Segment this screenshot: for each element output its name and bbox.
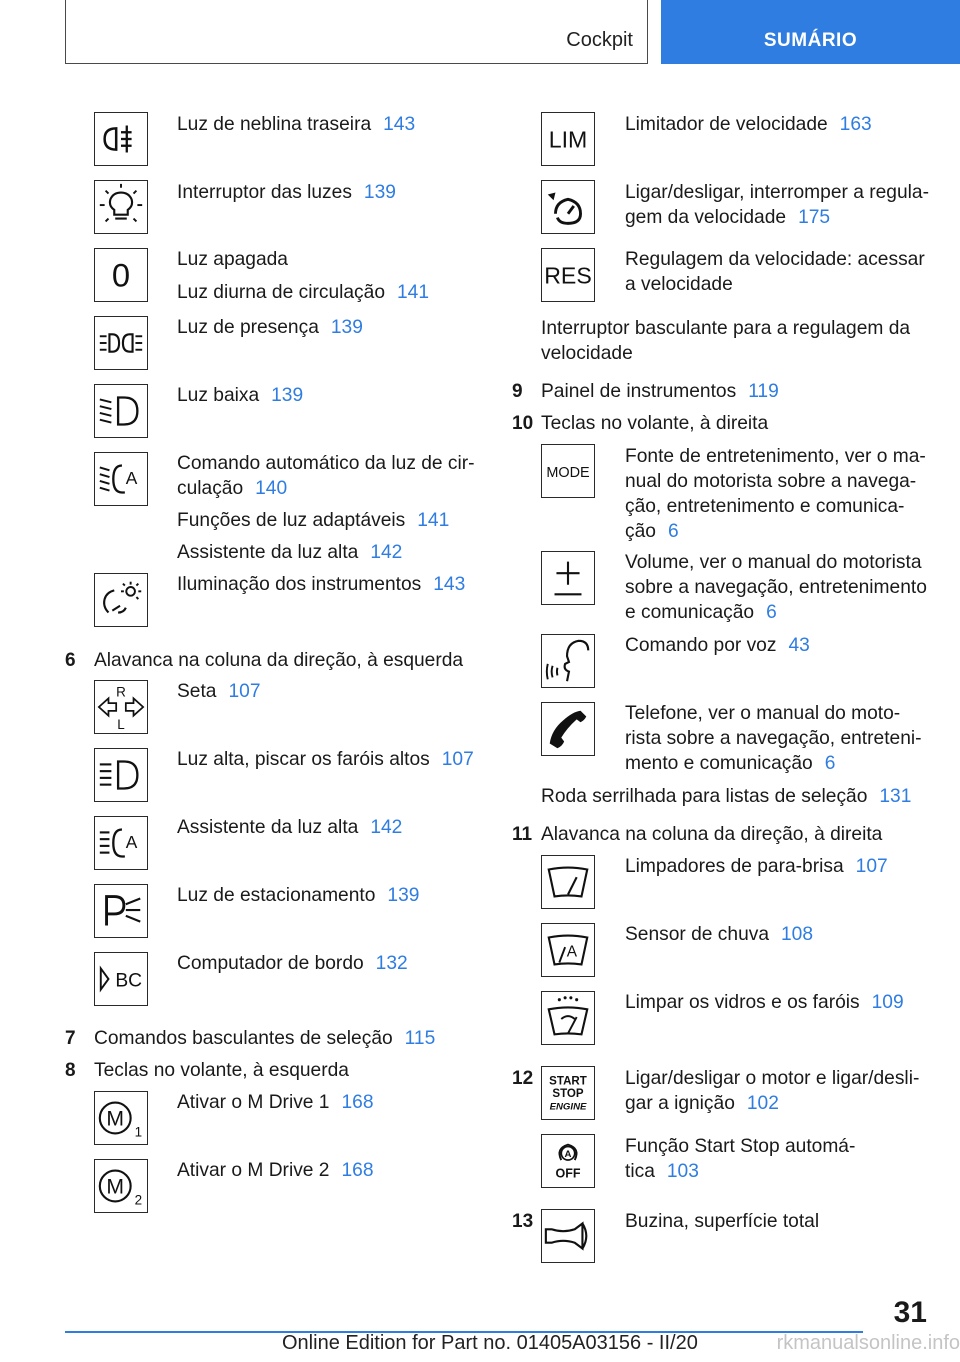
- svg-text:A: A: [125, 467, 138, 488]
- parking-light-p-icon: [94, 884, 148, 938]
- list-item: Limpadores de para-brisa 107: [625, 856, 888, 877]
- svg-text:MODE: MODE: [546, 464, 590, 481]
- item-number: 13: [512, 1211, 534, 1232]
- on-board-computer-icon: [94, 952, 148, 1006]
- list-item: Ativar o M Drive 2 168: [177, 1160, 374, 1181]
- svg-text:R: R: [116, 684, 126, 700]
- page-link[interactable]: 43: [788, 635, 810, 656]
- list-item: Luz baixa 139: [177, 385, 304, 406]
- page-link[interactable]: 139: [271, 385, 304, 406]
- washer-icon: [541, 991, 595, 1045]
- zero-glyph: 0: [111, 256, 131, 294]
- page-link[interactable]: 6: [667, 521, 679, 542]
- m-drive-1-icon: [94, 1091, 148, 1145]
- list-item: Regulagem da velocidade: acessar a velocidade: [625, 249, 925, 295]
- light-switch-icon: [94, 180, 148, 234]
- list-item: Luz de presença 139: [177, 317, 363, 338]
- item-heading: Painel de instrumentos 119: [541, 381, 779, 402]
- edition-text: Online Edition for Part no. 01405A03156 - II/20: [282, 1332, 698, 1354]
- item-heading: Teclas no volante, à direita: [541, 413, 769, 434]
- page-link[interactable]: 6: [766, 602, 777, 623]
- svg-text:ENGINE: ENGINE: [549, 1101, 587, 1113]
- list-item: Telefone, ver o manual do moto- rista sobre a navegação, entreteni- mento e comunicação 6: [625, 703, 922, 774]
- section-title: Cockpit: [566, 29, 633, 51]
- svg-text:A: A: [125, 831, 138, 852]
- list-item: Assistente da luz alta 142: [177, 817, 403, 838]
- phone-icon: [541, 702, 595, 756]
- lights-off-icon: [94, 248, 148, 302]
- list-item: Interruptor das luzes 139: [177, 182, 396, 203]
- m-drive-2-icon: [94, 1159, 148, 1213]
- voice-command-icon: [541, 634, 595, 688]
- list-item: Sensor de chuva 108: [625, 924, 814, 945]
- list-item: Luz apagada Luz diurna de circulação 141: [177, 249, 430, 303]
- page-link[interactable]: 115: [404, 1028, 436, 1049]
- list-item: Seta 107: [177, 681, 261, 702]
- page-link[interactable]: 142: [370, 817, 403, 838]
- low-beam-icon: [94, 384, 148, 438]
- page-link[interactable]: 141: [397, 282, 430, 303]
- svg-text:RES: RES: [544, 262, 592, 289]
- volume-icon: [541, 551, 595, 605]
- page-link[interactable]: 139: [330, 317, 363, 338]
- instrument-lighting-icon: [94, 573, 148, 627]
- page-link[interactable]: 139: [387, 885, 420, 906]
- turn-signal-icon: [94, 680, 148, 734]
- svg-text:L: L: [117, 717, 125, 733]
- list-item: Limpar os vidros e os faróis 109: [625, 992, 904, 1013]
- item-number: 11: [512, 824, 533, 845]
- list-item: Luz alta, piscar os faróis altos 107: [177, 749, 474, 770]
- summary-button[interactable]: [661, 0, 960, 64]
- item-heading: Alavanca na coluna da direção, à esquerda: [94, 650, 464, 671]
- list-item: Volume, ver o manual do motorista sobre a navegação, entretenimento e comunicação 6: [625, 552, 927, 623]
- section-tab[interactable]: [65, 0, 648, 64]
- svg-text:A: A: [566, 943, 577, 961]
- list-item: Luz de neblina traseira 143: [177, 114, 416, 135]
- list-item: Ativar o M Drive 1 168: [177, 1092, 374, 1113]
- horn-icon: [541, 1209, 595, 1263]
- page-link[interactable]: 109: [871, 992, 904, 1013]
- page-link[interactable]: 102: [746, 1093, 779, 1114]
- page-number: 31: [893, 1296, 927, 1329]
- list-item: Iluminação dos instrumentos 143: [177, 574, 466, 595]
- note-text: Interruptor basculante para a regulagem da velocidade: [541, 318, 911, 364]
- item-number: 8: [65, 1060, 76, 1081]
- page-link[interactable]: 131: [879, 786, 912, 807]
- item-heading: Teclas no volante, à esquerda: [94, 1060, 349, 1081]
- page-link[interactable]: 103: [666, 1161, 699, 1182]
- cruise-control-icon: [541, 180, 595, 234]
- page-link[interactable]: 107: [228, 681, 261, 702]
- list-item: Ligar/desligar o motor e ligar/desli- gar a ignição 102: [625, 1068, 920, 1114]
- page-link[interactable]: 139: [363, 182, 396, 203]
- page-link[interactable]: 108: [781, 924, 814, 945]
- svg-text:BC: BC: [115, 970, 143, 992]
- watermark: rkmanualsonline.info: [776, 1332, 960, 1354]
- auto-start-stop-icon: [541, 1134, 595, 1188]
- page-link[interactable]: 142: [370, 542, 403, 563]
- svg-text:STOP: STOP: [552, 1087, 584, 1100]
- high-beam-assist-icon: [94, 816, 148, 870]
- page-link[interactable]: 163: [839, 114, 872, 135]
- item-number: 12: [512, 1068, 534, 1089]
- list-item: Computador de bordo 132: [177, 953, 408, 974]
- rain-sensor-icon: [541, 923, 595, 977]
- summary-label: SUMÁRIO: [763, 30, 858, 51]
- item-number: 9: [512, 381, 523, 402]
- item-number: 6: [65, 650, 76, 671]
- page-link[interactable]: 168: [341, 1092, 374, 1113]
- high-beam-icon: [94, 748, 148, 802]
- item-heading: Comandos basculantes de seleção 115: [94, 1028, 436, 1049]
- speed-limiter-icon: [541, 112, 595, 166]
- item-number: 10: [512, 413, 534, 434]
- list-item: Função Start Stop automá- tica 103: [625, 1136, 856, 1182]
- list-item: Funções de luz adaptáveis 141: [177, 510, 450, 531]
- list-item: Limitador de velocidade 163: [625, 114, 872, 135]
- mode-icon: [541, 444, 595, 498]
- page-link[interactable]: 168: [341, 1160, 374, 1181]
- resume-speed-icon: [541, 248, 595, 302]
- note-text: Roda serrilhada para listas de seleção 131: [541, 786, 912, 807]
- page-link[interactable]: 140: [255, 478, 288, 499]
- auto-headlight-icon: [94, 452, 148, 506]
- svg-text:LIM: LIM: [548, 126, 588, 153]
- rear-fog-light-icon: [94, 112, 148, 166]
- svg-text:OFF: OFF: [555, 1166, 581, 1181]
- page-link[interactable]: 141: [417, 510, 450, 531]
- page-link[interactable]: 143: [383, 114, 416, 135]
- list-item: Comando por voz 43: [625, 635, 810, 656]
- start-stop-engine-icon: [541, 1066, 595, 1120]
- svg-text:A: A: [564, 1149, 572, 1161]
- svg-text:M: M: [106, 1107, 125, 1131]
- list-item: Comando automático da luz de cir- culação 140: [177, 453, 475, 499]
- svg-text:1: 1: [134, 1124, 143, 1140]
- windshield-wiper-icon: [541, 855, 595, 909]
- item-heading: Alavanca na coluna da direção, à direita: [541, 824, 883, 845]
- svg-text:M: M: [106, 1175, 125, 1199]
- page-link[interactable]: 143: [433, 574, 466, 595]
- page-link[interactable]: 175: [798, 207, 831, 228]
- svg-text:2: 2: [134, 1192, 143, 1208]
- list-item: Assistente da luz alta 142: [177, 542, 403, 563]
- list-item: Ligar/desligar, interromper a regula- gem da velocidade 175: [625, 182, 929, 228]
- page-link[interactable]: 119: [748, 381, 779, 402]
- page-link[interactable]: 107: [441, 749, 474, 770]
- page-link[interactable]: 107: [855, 856, 888, 877]
- page-link[interactable]: 6: [824, 753, 836, 774]
- item-number: 7: [65, 1028, 76, 1049]
- list-item: Fonte de entretenimento, ver o ma- nual do motorista sobre a navega- ção, entretenimento e comunica- ção 6: [625, 446, 926, 542]
- list-item: Buzina, superfície total: [625, 1211, 820, 1232]
- svg-text:START: START: [549, 1075, 587, 1088]
- list-item: Luz de estacionamento 139: [177, 885, 420, 906]
- parking-light-icon: [94, 316, 148, 370]
- page-link[interactable]: 132: [375, 953, 408, 974]
